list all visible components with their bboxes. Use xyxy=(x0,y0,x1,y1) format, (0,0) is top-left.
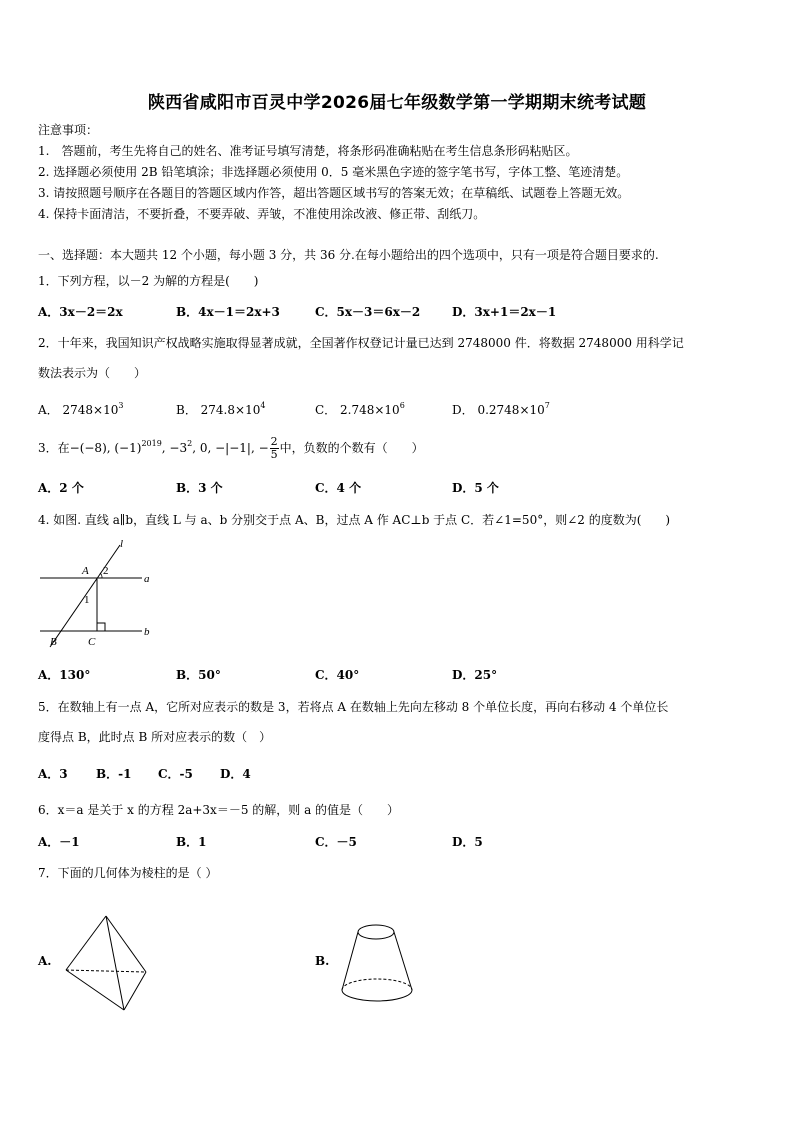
q2-option-d: D． $0.2748\times 10^7$ xyxy=(452,401,550,417)
q5-options xyxy=(38,765,758,783)
q7-option-a-label: A. xyxy=(38,954,52,968)
q2-option-c: C． $2.748\times 10^6$ xyxy=(315,401,405,417)
q4-stem: 4. 如图. 直线 a∥b，直线 L 与 a、b 分别交于点 A、B，过点 A 作 AC⊥b 于点 C．若∠1=50°，则∠2 的度数为( ) xyxy=(38,513,671,527)
q3-option-d: D．5 个 xyxy=(452,481,499,495)
right-angle-mark xyxy=(97,623,105,631)
q3-option-c: C．4 个 xyxy=(315,481,362,495)
q5-option-b: B．-1 xyxy=(96,767,132,781)
notice-heading: 注意事项： xyxy=(38,123,99,137)
label-C: C xyxy=(88,636,96,648)
q5-stem-line2: 度得点 B，此时点 B 所对应表示的数（ ） xyxy=(38,730,272,744)
page-title: 陕西省咸阳市百灵中学2026届七年级数学第一学期期末统考试题 xyxy=(147,93,647,113)
q1-option-a: A．3x－2＝2x xyxy=(38,305,123,319)
q4-option-d: D．25° xyxy=(452,668,498,682)
notice-item-4: 4. 保持卡面清洁，不要折叠，不要弄破、弄皱，不准使用涂改液、修正带、刮纸刀。 xyxy=(38,207,486,221)
q7-option-b-label: B. xyxy=(315,954,330,968)
q4-option-c: C．40° xyxy=(315,668,360,682)
q3-option-b: B．3 个 xyxy=(176,481,223,495)
q7-stem: 7．下面的几何体为棱柱的是（ ） xyxy=(38,866,218,880)
q5-stem-line1: 5．在数轴上有一点 A，它所对应表示的数是 3，若将点 A 在数轴上先向左移动 8 个单位长度，再向右移动 4 个单位长 xyxy=(38,700,669,714)
q6-options xyxy=(38,833,758,851)
q4-option-b: B．50° xyxy=(176,668,221,682)
section-heading: 一、选择题：本大题共 12 个小题，每小题 3 分，共 36 分.在每小题给出的四个选项中，只有一项是符合题目要求的. xyxy=(38,248,659,262)
q1-option-d: D．3x+1＝2x－1 xyxy=(452,305,557,319)
q2-stem-line2: 数法表示为（ ） xyxy=(38,366,147,380)
q3-options xyxy=(38,479,758,497)
q6-option-a: A．－1 xyxy=(38,835,80,849)
label-1: 1 xyxy=(84,594,90,606)
q1-options xyxy=(38,303,758,321)
q2-option-b: B． $274.8\times 10^4$ xyxy=(176,401,266,417)
q7-tetrahedron-figure xyxy=(62,914,152,1014)
q2-options xyxy=(38,401,758,419)
q5-option-a: A．3 xyxy=(38,767,68,781)
q7-frustum-figure xyxy=(338,916,418,1012)
q4-options xyxy=(38,666,758,684)
q6-stem: 6．x＝a 是关于 x 的方程 2a+3x＝－5 的解，则 a 的值是（ ） xyxy=(38,803,400,817)
notice-item-3: 3. 请按照题号顺序在各题目的答题区域内作答，超出答题区域书写的答案无效；在草稿纸、试题卷上答题无效。 xyxy=(38,186,630,200)
label-l: l xyxy=(120,538,124,550)
q1-stem: 1．下列方程，以－2 为解的方程是( ) xyxy=(38,274,259,288)
q6-option-b: B．1 xyxy=(176,835,207,849)
q2-stem-line1: 2．十年来，我国知识产权战略实施取得显著成就，全国著作权登记计量已达到 2748000 件．将数据 2748000 用科学记 xyxy=(38,336,684,350)
q1-option-b: B．4x－1＝2x+3 xyxy=(176,305,280,319)
label-B: B xyxy=(50,636,57,648)
q6-option-c: C．－5 xyxy=(315,835,357,849)
q1-option-c: C．5x－3＝6x－2 xyxy=(315,305,421,319)
angle-2-arc xyxy=(100,573,102,578)
label-b: b xyxy=(144,626,150,638)
q3-fraction: $\frac{2}{5}$ xyxy=(270,435,278,461)
label-a: a xyxy=(144,573,150,585)
q2-option-a: A． $2748\times 10^3$ xyxy=(38,401,124,417)
q3-stem: 3．在−(−8), $(-1)^{2019}$, $-3^2$, 0, −|−1|, − $\frac{2}{5}$ 中，负数的个数有（ ） xyxy=(38,435,424,461)
q4-parallel-lines-figure xyxy=(38,537,168,653)
label-2: 2 xyxy=(103,565,109,577)
notice-item-1: 1. 答题前，考生先将自己的姓名、准考证号填写清楚，将条形码准确粘贴在考生信息条形码粘贴区。 xyxy=(38,144,578,158)
q6-option-d: D．5 xyxy=(452,835,483,849)
q5-option-d: D．4 xyxy=(220,767,251,781)
notice-item-2: 2. 选择题必须使用 2B 铅笔填涂；非选择题必须使用 0．5 毫米黑色字迹的签字笔书写，字体工整、笔迹清楚。 xyxy=(38,165,629,179)
q5-option-c: C．-5 xyxy=(158,767,193,781)
q4-option-a: A．130° xyxy=(38,668,91,682)
q3-option-a: A．2 个 xyxy=(38,481,84,495)
label-A: A xyxy=(82,565,89,577)
